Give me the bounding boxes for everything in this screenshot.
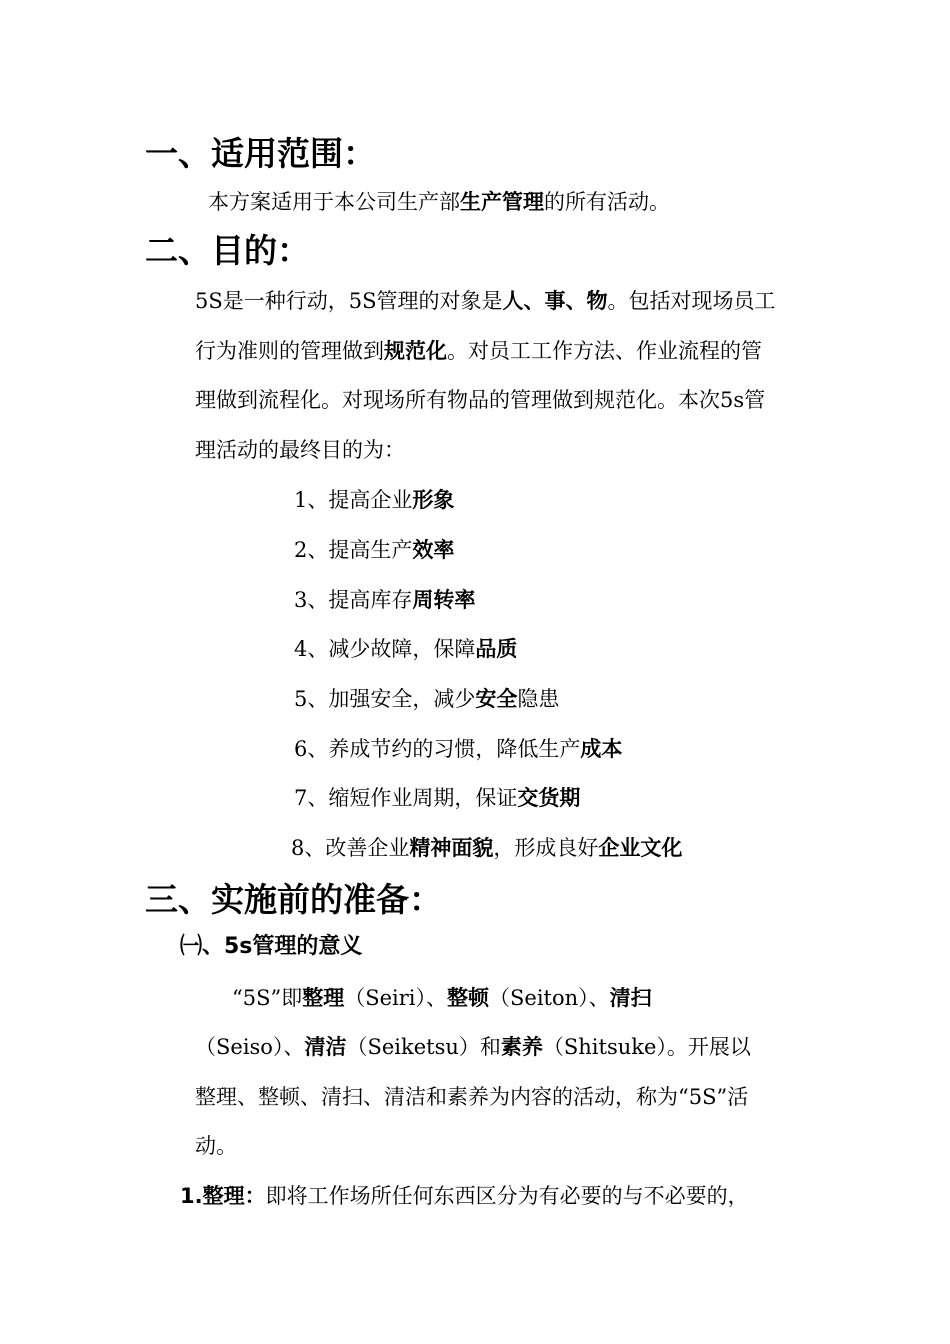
bold-text-run: 精神面貌 [409, 836, 494, 860]
bold-text-run: 企业文化 [598, 836, 683, 860]
text-run: “5S”即 [232, 986, 303, 1010]
text-run: 本方案适用于本公司生产部 [208, 190, 460, 214]
bold-text-run: 人、事、物 [502, 289, 608, 313]
bold-text-run: 交货期 [517, 786, 581, 810]
goal-item-7 [294, 783, 580, 813]
section-3-heading: 三、实施前的准备： [145, 880, 442, 919]
item-text: 即将工作场所任何东西区分为有必要的与不必要的， [265, 1184, 749, 1208]
text-run: 的所有活动。 [544, 190, 670, 214]
text-run: 3、提高库存 [294, 588, 413, 612]
text-run: 2、提高生产 [294, 538, 413, 562]
meaning-line-3: 整理、整顿、清扫、清洁和素养为内容的活动，称为“5S”活 [195, 1085, 749, 1109]
item-1-seiri [180, 1181, 749, 1211]
goal-item-4 [294, 634, 517, 664]
section-2-heading: 二、目的： [145, 231, 310, 270]
goal-item-1 [294, 485, 454, 515]
section-1-heading: 一、适用范围： [145, 134, 376, 173]
text-run: 1、提高企业 [294, 488, 413, 512]
bold-text-run: 素养 [500, 1035, 543, 1059]
goal-item-2 [294, 535, 454, 565]
text-run: 5S是一种行动，5S管理的对象是 [195, 289, 503, 313]
meaning-line-4: 动。 [195, 1134, 237, 1158]
text-run: 。包括对现场员工 [607, 289, 776, 313]
section-1-body [208, 187, 670, 217]
bold-text-run: 整顿 [447, 986, 490, 1010]
bold-text-run: 形象 [412, 488, 455, 512]
section-2-line-2 [195, 336, 762, 366]
text-run: 5、加强安全，减少 [294, 687, 476, 711]
text-run: 行为准则的管理做到 [195, 339, 384, 363]
text-run: 7、缩短作业周期，保证 [294, 786, 518, 810]
goal-item-8 [291, 833, 682, 863]
text-run: 6、养成节约的习惯，降低生产 [294, 737, 581, 761]
text-run: （Seiketsu）和 [346, 1035, 501, 1059]
section-2-line-3: 理做到流程化。对现场所有物品的管理做到规范化。本次5s管 [195, 388, 766, 412]
text-run: （Shitsuke）。开展以 [542, 1035, 751, 1059]
section-2-line-4: 理活动的最终目的为： [195, 438, 405, 462]
text-run: 8、改善企业 [291, 836, 410, 860]
bold-text-run: 品质 [475, 637, 518, 661]
meaning-line-1 [232, 983, 652, 1013]
bold-text-run: 整理 [302, 986, 345, 1010]
goal-item-6 [294, 734, 622, 764]
text-run: （Seiton）、 [489, 986, 610, 1010]
subsection-1-heading: ㈠、5s管理的意义 [180, 934, 363, 959]
meaning-line-2 [195, 1032, 751, 1062]
section-2-line-1 [195, 286, 776, 316]
text-run: 隐患 [517, 687, 560, 711]
bold-text-run: 生产管理 [460, 190, 544, 214]
item-label: 1.整理： [180, 1184, 266, 1208]
bold-text-run: 安全 [475, 687, 518, 711]
goal-item-3 [294, 585, 475, 615]
bold-text-run: 清洁 [304, 1035, 347, 1059]
bold-text-run: 效率 [412, 538, 455, 562]
text-run: ，形成良好 [493, 836, 599, 860]
bold-text-run: 周转率 [412, 588, 476, 612]
bold-text-run: 规范化 [384, 339, 447, 363]
bold-text-run: 成本 [580, 737, 623, 761]
text-run: （Seiri）、 [344, 986, 448, 1010]
goal-item-5 [294, 684, 559, 714]
text-run: 4、减少故障，保障 [294, 637, 476, 661]
text-run: 。对员工工作方法、作业流程的管 [447, 339, 762, 363]
bold-text-run: 清扫 [609, 986, 652, 1010]
text-run: （Seiso）、 [195, 1035, 305, 1059]
